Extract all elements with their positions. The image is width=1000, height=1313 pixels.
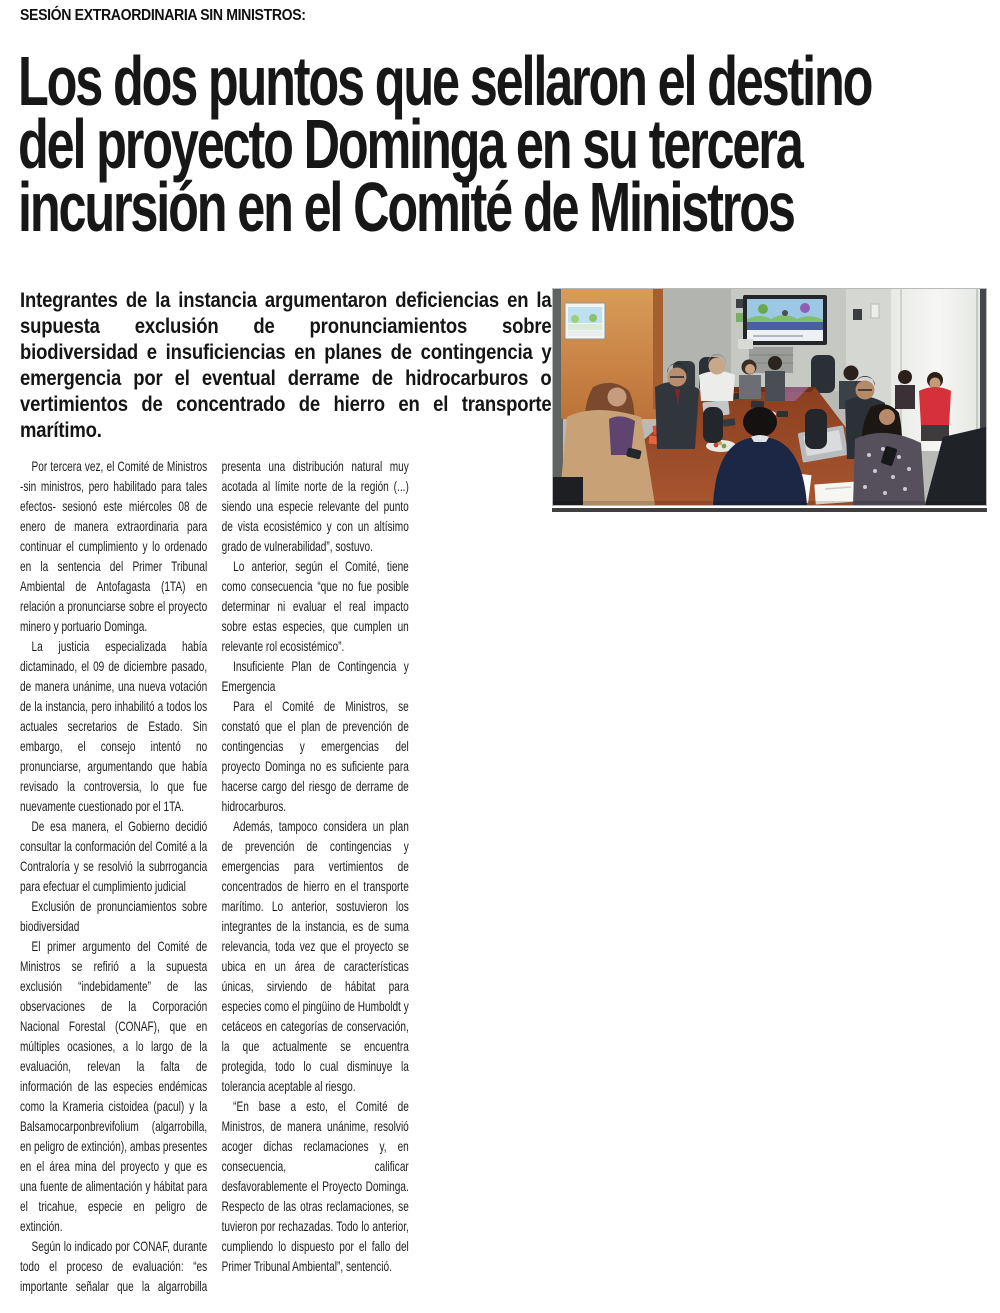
headline-line-1: Los dos puntos que sellaron el destino	[18, 42, 872, 120]
body-paragraph: “En base a esto, el Comité de Ministros, de manera unánime, resolvió acoger dichas reclamaciones y, en consecuencia, calificar desfavorablemente el Proyecto Dominga. Respecto de las otras reclamaciones, se tuvieron por rechazadas. Todo lo anterior, cumpliendo lo dispuesto por el fallo del Primer Tribunal Ambiental”, sentenció.	[221, 1098, 409, 1274]
body-subhead-plan-contingencia: Insuficiente Plan de Contingencia y Emergencia	[221, 658, 409, 694]
headline-line-3: incursión en el Comité de Ministros	[18, 168, 794, 246]
lede-paragraph: Integrantes de la instancia argumentaron deficiencias en la supuesta exclusión de pronunciamientos sobre biodiversidad e insuficiencias en planes de contingencia y emergencia por el eventual derrame de hidrocarburos o vertimientos de concentrado de hierro en el transporte marítimo.	[20, 288, 552, 442]
body-paragraph: Además, tampoco considera un plan de prevención de contingencias y emergencias para vertimientos de concentrados de hierro en el transporte marítimo. Lo anterior, sostuvieron los integrantes de la instancia, es de suma relevancia, toda vez que el proyecto se ubica en un área de características únicas, sirviendo de hábitat para especies como el pingüino de Humboldt y cetáceos en categorías de conservación, la que actualmente se encuentra protegida, todo lo cual disminuye la tolerancia aceptable al riesgo.	[221, 818, 409, 1094]
headline	[18, 42, 872, 246]
meeting-photo-illustration	[553, 289, 986, 505]
body-paragraph: Por tercera vez, el Comité de Ministros -sin ministros, pero habilitado para tales efectos- sesionó este miércoles 08 de enero de manera extraordinaria para continuar el cumplimiento y lo ordenado en la sentencia del Primer Tribunal Ambiental de Antofagasta (1TA) en relación a pronunciarse sobre el proyecto minero y portuario Dominga.	[20, 458, 208, 634]
photo-divider-rule	[552, 508, 987, 512]
body-paragraph: El primer argumento del Comité de Ministros se refirió a la supuesta exclusión “indebidamente” de las observaciones de la Corporación Nacional Forestal (CONAF), que en múltiples ocasiones, a lo largo de la evaluación, relevan la falta de información de las especies endémicas como la Krameria cistoidea (pacul) y la Balsamocarponbrevifolium (algarrobilla, en peligro de extinción), ambas presentes en el área mina del proyecto y que es una fuente de alimentación y hábitat para el tricahue, especie en peligro de extinción.	[20, 938, 208, 1234]
body-subhead-biodiversidad: Exclusión de pronunciamientos sobre biodiversidad	[20, 898, 208, 934]
kicker: SESIÓN EXTRAORDINARIA SIN MINISTROS:	[20, 7, 306, 24]
headline-line-2: del proyecto Dominga en su tercera	[18, 105, 802, 183]
meeting-photo	[552, 288, 987, 506]
body-paragraph: Para el Comité de Ministros, se constató que el plan de prevención de contingencias y emergencias del proyecto Dominga no es suficiente para hacerse cargo del riesgo de derrame de hidrocarburos.	[221, 698, 409, 814]
body-paragraph: La justicia especializada había dictaminado, el 09 de diciembre pasado, de manera unánime, una nueva votación de la instancia, pero inhabilitó a todos los actuales secretarios de Estado. Sin embargo, el consejo intentó no pronunciarse, argumentando que había revisado la controversia, lo que fue nuevamente cuestionado por el 1TA.	[20, 638, 208, 814]
body-paragraph: Según lo indicado por CONAF, durante todo el proceso de evaluación: “es importante señalar que la algarrobilla presenta una distribución natural muy acotada al límite norte de la región (...) siendo una especie relevante del punto de vista ecosistémico y con un altísimo grado de vulnerabilidad”, sostuvo.	[20, 458, 409, 1294]
article-body	[20, 456, 409, 1313]
body-paragraph: Lo anterior, según el Comité, tiene como consecuencia “que no fue posible determinar ni evaluar el real impacto sobre estas especies, que cumplen un relevante rol ecosistémico”.	[221, 558, 409, 654]
body-paragraph: De esa manera, el Gobierno decidió consultar la conformación del Comité a la Contraloría y se resolvió la subrrogancia para efectuar el cumplimiento judicial	[20, 818, 208, 894]
